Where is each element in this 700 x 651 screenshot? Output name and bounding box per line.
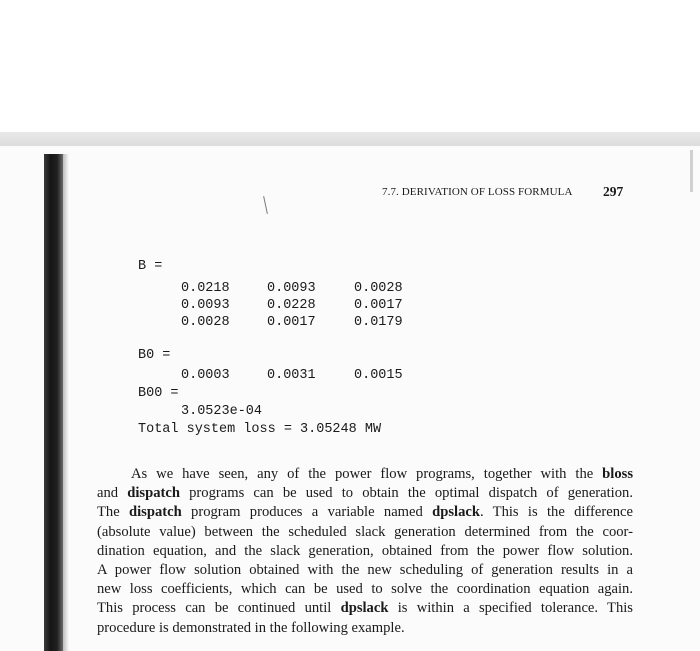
b-matrix-cell: 0.0218 [181,281,230,296]
paragraph-line: dination equation, and the slack generation, obtained from the power flow solution. [97,542,633,559]
bold-term: dispatch [127,485,180,502]
text-run: This process can be continued until [97,600,341,617]
bold-term: dispatch [129,504,182,521]
page-edge-mark [690,150,693,192]
text-run: . This is the difference [479,504,633,521]
b00-label: B00 = [138,386,179,401]
b-matrix-cell: 0.0017 [354,298,403,313]
paragraph-line [97,503,633,522]
paragraph-line: A power flow solution obtained with the new scheduling of generation results in a [97,562,633,579]
b-matrix-cell: 0.0093 [267,281,316,296]
total-system-loss: Total system loss = 3.05248 MW [138,422,382,437]
body-paragraph [97,465,633,638]
paragraph-line [97,484,633,503]
running-head: 7.7. DERIVATION OF LOSS FORMULA [382,186,573,198]
b-matrix-cell: 0.0179 [354,315,403,330]
b0-value: 0.0003 [181,368,230,383]
text-run: programs can be used to obtain the optimal dispatch of generation. [179,485,633,502]
text-run: is within a specified tolerance. This [388,600,633,617]
b-matrix-cell: 0.0228 [267,298,316,313]
bold-term: dpslack [340,600,389,617]
b-matrix-cell: 0.0028 [354,281,403,296]
text-run: and [97,485,128,502]
b-matrix-label: B = [138,259,163,274]
book-binding-shadow [44,154,63,651]
paragraph-line: new loss coefficients, which can be used to solve the coordination equation again. [97,581,633,598]
bold-term: dpslack [432,504,480,521]
screen-top-area [0,0,700,132]
paragraph-line [97,599,633,618]
text-run: As we have seen, any of the power flow programs, together with the [131,466,603,482]
paragraph-line [97,465,633,484]
paragraph-line: (absolute value) between the scheduled slack generation determined from the coor- [97,523,633,540]
b-matrix-cell: 0.0017 [267,315,316,330]
text-run: The [97,504,130,521]
b-matrix-cell: 0.0028 [181,315,230,330]
bold-term: bloss [602,466,633,482]
page-number: 297 [603,184,624,199]
paragraph-line: procedure is demonstrated in the following example. [97,619,405,636]
b-matrix-cell: 0.0093 [181,298,230,313]
b00-value: 3.0523e-04 [181,404,263,419]
b0-value: 0.0031 [267,368,316,383]
b0-label: B0 = [138,348,171,363]
b0-value: 0.0015 [354,368,403,383]
scan-gray-strip [0,132,700,146]
text-run: program produces a variable named [181,504,433,521]
